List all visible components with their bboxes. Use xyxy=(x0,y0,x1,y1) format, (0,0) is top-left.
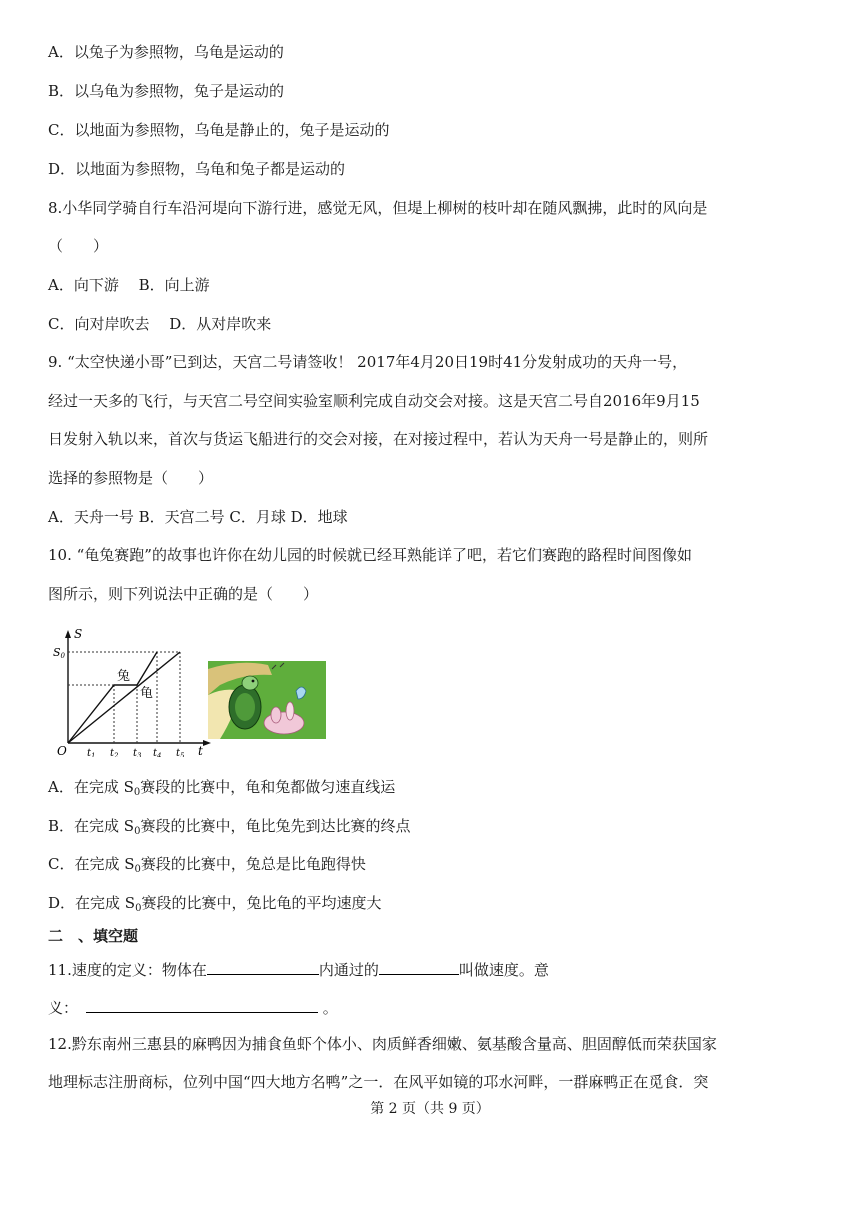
q12-line-2: 地理标志注册商标，位列中国“四大地方名鸭”之一．在风平如镜的邛水河畔，一群麻鸭正在觅食．突 xyxy=(48,1073,709,1091)
q10-option-d: D．在完成 $S_0$赛段的比赛中，兔比龟的平均速度大 xyxy=(48,894,382,914)
q9-line-2: 经过一天多的飞行，与天宫二号空间实验室顺利完成自动交会对接。这是天宫二号自2016年9月15 xyxy=(48,392,700,410)
q7-option-a: A．以兔子为参照物，乌龟是运动的 xyxy=(48,43,284,61)
distance-time-graph xyxy=(40,625,340,757)
tick-t1: $t_1$ xyxy=(87,748,96,757)
section-2-title: 二 、填空题 xyxy=(48,927,139,945)
q10-figure xyxy=(40,625,340,757)
page-footer: 第 2 页（共 9 页） xyxy=(370,1101,490,1117)
q8-options-row2: C．向对岸吹去 D．从对岸吹来 xyxy=(48,315,272,333)
y-axis-arrow xyxy=(65,630,71,638)
q10-option-a: A．在完成 $S_0$赛段的比赛中，龟和兔都做匀速直线运 xyxy=(48,778,396,798)
turtle-label: 龟 xyxy=(140,686,154,701)
q10-line-2: 图所示，则下列说法中正确的是（ ） xyxy=(48,585,319,603)
q9-line-1: 9. “太空快递小哥”已到达，天宫二号请签收！ 2017年4月20日19时41分发射成功的天舟一号， xyxy=(48,353,688,371)
q11-blank-1[interactable] xyxy=(207,958,319,975)
q9-options: A．天舟一号 B．天宫二号 C．月球 D．地球 xyxy=(48,508,348,526)
tick-t5: $t_5$ xyxy=(176,748,185,757)
y-axis-label: S xyxy=(74,627,83,641)
q12-line-1: 12.黔东南州三惠县的麻鸭因为捕食鱼虾个体小、肉质鲜香细嫩、氨基酸含量高、胆固醇低而荣获国家 xyxy=(48,1035,717,1053)
x-axis-arrow xyxy=(203,740,211,746)
tick-t4: $t_4$ xyxy=(153,748,162,757)
q10-option-c: C．在完成 $S_0$赛段的比赛中，兔总是比龟跑得快 xyxy=(48,855,366,875)
rabbit-label: 兔 xyxy=(117,669,131,684)
tick-t3: $t_3$ xyxy=(133,748,142,757)
x-axis-label: t xyxy=(198,744,203,757)
q10-line-1: 10. “龟兔赛跑”的故事也许你在幼儿园的时候就已经耳熟能详了吧，若它们赛跑的路程时间图像如 xyxy=(48,546,692,564)
s0-label: S0 xyxy=(53,646,66,660)
q9-line-3: 日发射入轨以来，首次与货运飞船进行的交会对接，在对接过程中，若认为天舟一号是静止的，则所 xyxy=(48,430,709,448)
q10-option-b: B．在完成 $S_0$赛段的比赛中，龟比兔先到达比赛的终点 xyxy=(48,817,411,837)
q8-stem: 8.小华同学骑自行车沿河堤向下游行进，感觉无风，但堤上柳树的枝叶却在随风飘拂，此时的风向是 xyxy=(48,199,708,217)
x-tick-labels xyxy=(87,748,185,757)
q7-option-c: C．以地面为参照物，乌龟是静止的，兔子是运动的 xyxy=(48,121,390,139)
origin-label: O xyxy=(57,744,67,757)
q9-line-4: 选择的参照物是（ ） xyxy=(48,469,214,487)
q8-options-row1: A．向下游 B．向上游 xyxy=(48,276,210,294)
turtle-line xyxy=(68,652,180,743)
q7-option-d: D．以地面为参照物，乌龟和兔子都是运动的 xyxy=(48,160,346,178)
turtle-rabbit-illustration xyxy=(208,653,326,739)
q7-option-b: B．以乌龟为参照物，兔子是运动的 xyxy=(48,82,285,100)
q11-blank-2[interactable] xyxy=(379,958,459,975)
tick-t2: $t_2$ xyxy=(110,748,119,757)
q11-blank-3[interactable] xyxy=(86,996,318,1013)
q8-paren: （ ） xyxy=(48,237,109,255)
q11-line-2: 义： 。 xyxy=(48,996,338,1018)
q11-line-1: 11.速度的定义：物体在 内通过的 叫做速度。意 xyxy=(48,958,549,980)
